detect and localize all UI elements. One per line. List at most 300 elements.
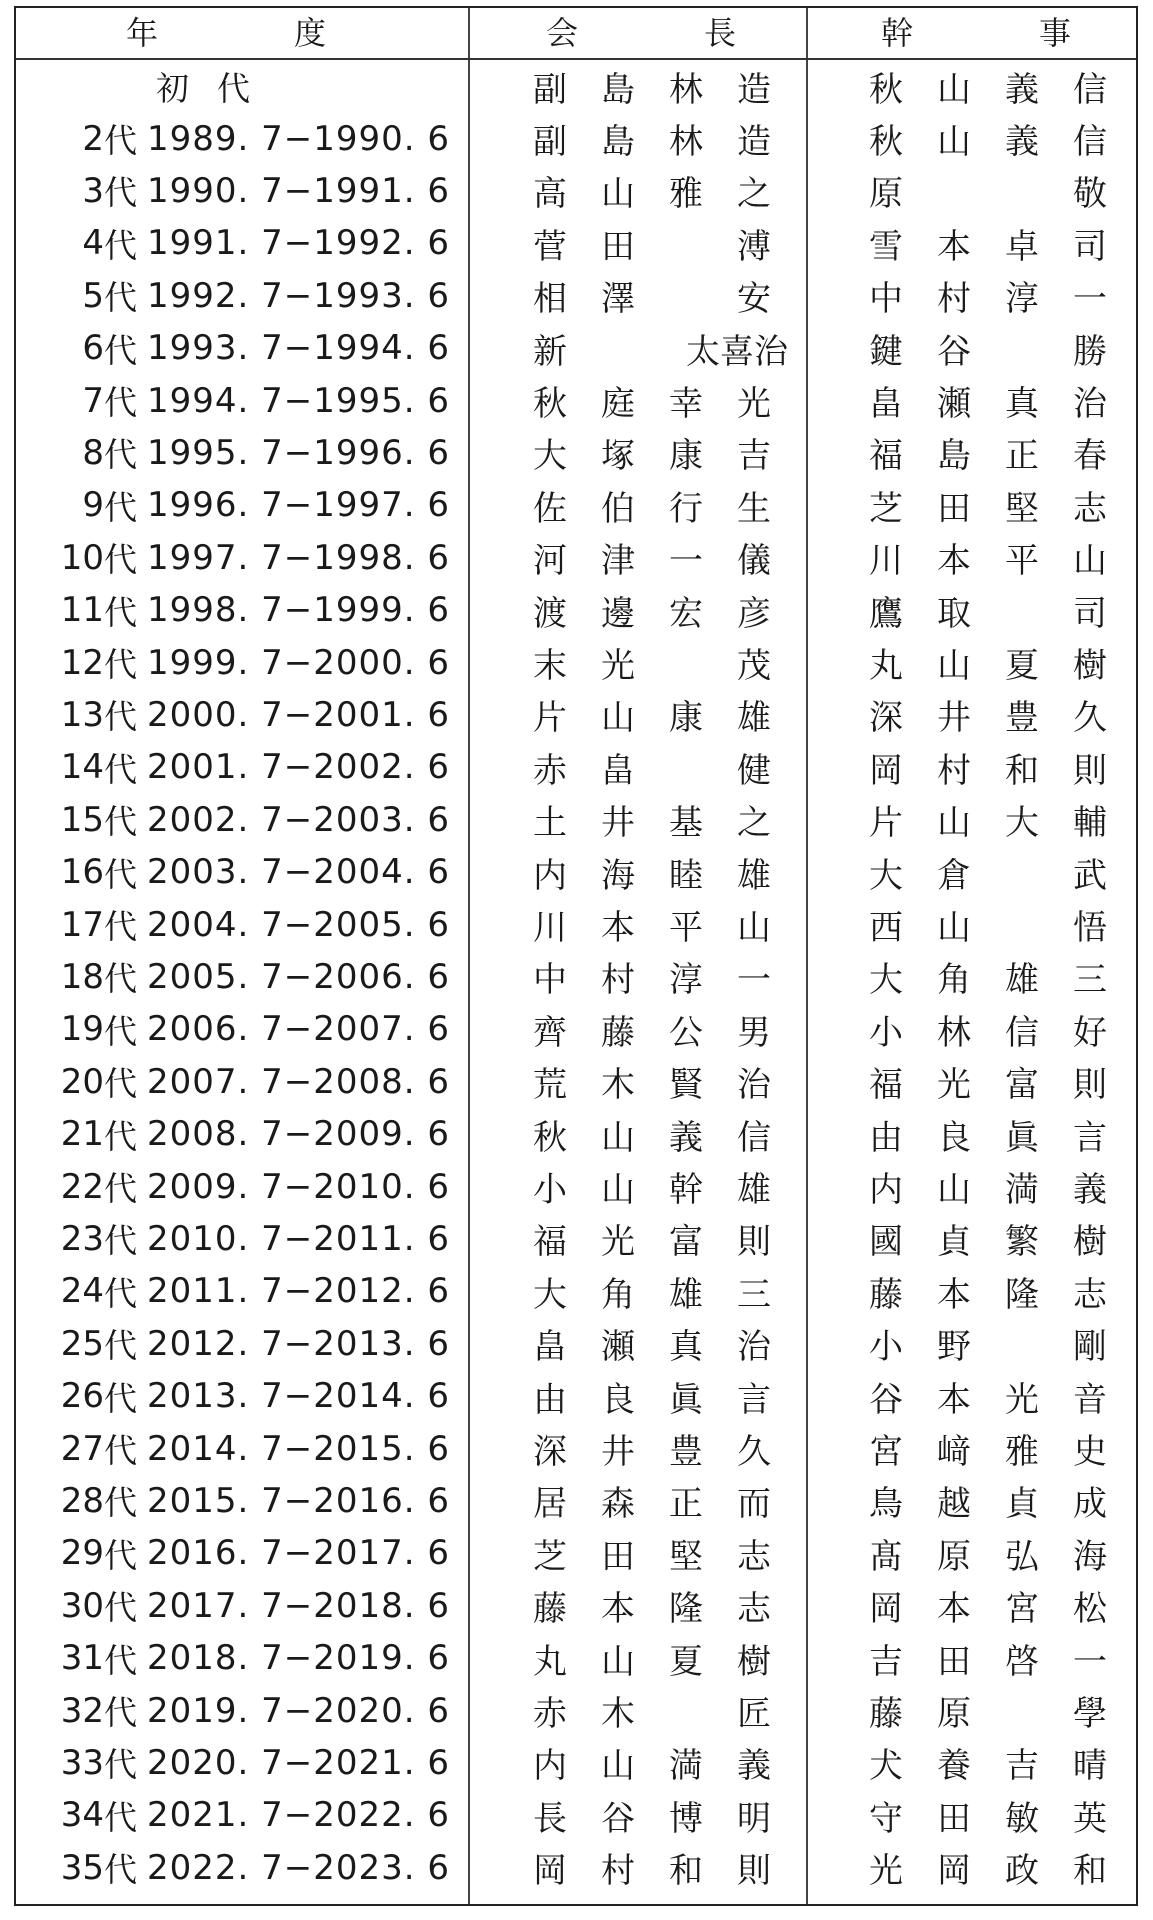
table-row <box>16 1003 1136 1055</box>
term-period: 2010. 7−2011. 6 <box>146 1218 450 1259</box>
name-glyph: 渡 <box>533 593 567 634</box>
name-glyph: 富 <box>1005 1065 1039 1106</box>
generation-number: 21 <box>60 1114 104 1155</box>
generation-suffix: 代 <box>103 1745 137 1785</box>
name-glyph: 義 <box>1073 1170 1107 1211</box>
name-glyph: 隆 <box>1005 1274 1039 1315</box>
term-cell <box>16 1789 468 1841</box>
name-glyph: 隆 <box>669 1589 703 1630</box>
table-row <box>16 1580 1136 1632</box>
table-row <box>16 1842 1136 1894</box>
name-glyph: 三 <box>1073 960 1107 1001</box>
name-glyph: 光 <box>601 1222 635 1263</box>
name-glyph: 山 <box>937 908 971 949</box>
name-glyph <box>988 1691 1056 1731</box>
name-glyph: 岡 <box>937 1851 971 1892</box>
name-glyph: 﨑 <box>937 1432 971 1473</box>
secretary-name <box>852 1422 1124 1474</box>
term-period: 2015. 7−2016. 6 <box>146 1480 450 1521</box>
name-glyph: 福 <box>869 436 903 477</box>
president-name <box>516 1632 788 1684</box>
name-glyph: 本 <box>601 908 635 949</box>
name-glyph: 伯 <box>601 488 635 529</box>
secretary-name <box>852 741 1124 793</box>
term-period: 2000. 7−2001. 6 <box>146 694 450 735</box>
name-glyph: 岡 <box>869 1589 903 1630</box>
name-glyph <box>652 1691 720 1731</box>
name-glyph: 義 <box>737 1746 771 1787</box>
name-glyph: 深 <box>869 698 903 739</box>
name-glyph: 本 <box>601 1589 635 1630</box>
president-name <box>516 1160 788 1212</box>
name-glyph: 光 <box>937 1065 971 1106</box>
term-cell <box>16 165 468 217</box>
generation-number: 27 <box>60 1428 104 1469</box>
name-glyph: 高 <box>533 174 567 215</box>
name-glyph: 平 <box>669 908 703 949</box>
name-glyph: 博 <box>669 1798 703 1839</box>
name-glyph: 樹 <box>1073 1222 1107 1263</box>
name-glyph: 平 <box>1005 541 1039 582</box>
secretary-name <box>852 1056 1124 1108</box>
term-cell <box>16 584 468 636</box>
name-glyph: 内 <box>533 1746 567 1787</box>
term-cell <box>16 1475 468 1527</box>
secretary-name <box>852 1160 1124 1212</box>
term-cell <box>16 636 468 688</box>
name-glyph: 貞 <box>1005 1484 1039 1525</box>
table-row <box>16 584 1136 636</box>
generation-suffix: 代 <box>103 1431 137 1471</box>
name-glyph: 治 <box>737 1065 771 1106</box>
term-period: 2002. 7−2003. 6 <box>146 799 450 840</box>
name-glyph: 田 <box>937 1798 971 1839</box>
name-glyph: 森 <box>601 1484 635 1525</box>
name-glyph: 村 <box>937 750 971 791</box>
generation-suffix: 代 <box>103 1378 137 1418</box>
name-glyph: 溥 <box>737 226 771 267</box>
name-glyph: 男 <box>737 1012 771 1053</box>
name-glyph: 繁 <box>1005 1222 1039 1263</box>
table-row <box>16 479 1136 531</box>
name-glyph: 啓 <box>1005 1641 1039 1682</box>
term-period: 1997. 7−1998. 6 <box>146 537 450 578</box>
generation-suffix: 代 <box>103 592 137 632</box>
name-glyph <box>920 171 988 211</box>
name-glyph: 秋 <box>533 384 567 425</box>
generation-number: 16 <box>60 852 104 893</box>
name-glyph: 之 <box>737 803 771 844</box>
generation-number: 9 <box>82 485 104 526</box>
name-glyph: 敏 <box>1005 1798 1039 1839</box>
term-cell <box>16 1580 468 1632</box>
name-glyph: 康 <box>669 698 703 739</box>
name-glyph: 真 <box>1005 384 1039 425</box>
name-glyph: 井 <box>601 803 635 844</box>
name-glyph: 言 <box>737 1379 771 1420</box>
term-period: 1989. 7−1990. 6 <box>146 118 450 159</box>
name-glyph: 治 <box>737 1327 771 1368</box>
term-cell <box>16 1318 468 1370</box>
name-glyph: 則 <box>1073 1065 1107 1106</box>
name-glyph: 津 <box>601 541 635 582</box>
term-period: 2022. 7−2023. 6 <box>146 1847 450 1888</box>
generation-number: 34 <box>60 1795 104 1836</box>
name-glyph: 秋 <box>869 69 903 110</box>
term-cell <box>16 1684 468 1736</box>
name-glyph: 小 <box>869 1012 903 1053</box>
name-glyph: 幸 <box>669 384 703 425</box>
generation-suffix: 代 <box>103 1850 137 1890</box>
name-glyph: 髙 <box>869 1536 903 1577</box>
generation-number: 5 <box>82 275 104 316</box>
term-cell <box>16 217 468 269</box>
name-glyph: 谷 <box>937 331 971 372</box>
president-name <box>516 951 788 1003</box>
name-glyph: 樹 <box>737 1641 771 1682</box>
name-glyph: 岡 <box>869 750 903 791</box>
name-glyph: 治 <box>754 331 788 372</box>
name-glyph: 賢 <box>669 1065 703 1106</box>
name-glyph: 原 <box>937 1536 971 1577</box>
table-row <box>16 1422 1136 1474</box>
name-glyph: 義 <box>669 1117 703 1158</box>
name-glyph: 造 <box>737 69 771 110</box>
name-glyph: 澤 <box>601 279 635 320</box>
generation-number: 24 <box>60 1271 104 1312</box>
term-cell <box>16 1003 468 1055</box>
term-period: 2007. 7−2008. 6 <box>146 1061 450 1102</box>
generation-suffix: 代 <box>103 1640 137 1680</box>
generation-suffix: 代 <box>103 1535 137 1575</box>
name-glyph: 本 <box>937 541 971 582</box>
name-glyph: 志 <box>737 1536 771 1577</box>
name-glyph: 芝 <box>869 488 903 529</box>
header-year <box>126 8 326 58</box>
name-glyph: 大 <box>533 436 567 477</box>
generation-number: 17 <box>60 904 104 945</box>
name-glyph: 田 <box>601 226 635 267</box>
name-glyph <box>988 852 1056 892</box>
name-glyph: 一 <box>669 541 703 582</box>
table-row <box>16 270 1136 322</box>
term-period: 1992. 7−1993. 6 <box>146 275 450 316</box>
secretary-name <box>852 532 1124 584</box>
table-header <box>16 8 1136 60</box>
name-glyph: 志 <box>1073 1274 1107 1315</box>
generation-number: 25 <box>60 1323 104 1364</box>
generation-suffix: 代 <box>103 854 137 894</box>
name-glyph: 光 <box>601 646 635 687</box>
name-glyph: 原 <box>937 1694 971 1735</box>
president-name <box>516 1580 788 1632</box>
name-glyph: 淳 <box>1005 279 1039 320</box>
generation-suffix: 代 <box>103 907 137 947</box>
name-glyph <box>652 276 720 316</box>
term-cell <box>16 427 468 479</box>
name-glyph <box>988 171 1056 211</box>
header-secretary-char-1: 幹 <box>881 14 914 52</box>
name-glyph: 藤 <box>869 1694 903 1735</box>
header-president-char-2: 長 <box>703 14 736 52</box>
name-glyph: 雅 <box>1005 1432 1039 1473</box>
name-glyph: 三 <box>737 1274 771 1315</box>
name-glyph: 山 <box>601 1117 635 1158</box>
name-glyph: 英 <box>1073 1798 1107 1839</box>
name-glyph: 島 <box>601 69 635 110</box>
name-glyph: 藤 <box>533 1589 567 1630</box>
term-period: 2013. 7−2014. 6 <box>146 1376 450 1417</box>
name-glyph <box>988 590 1056 630</box>
name-glyph: 井 <box>601 1432 635 1473</box>
table-row <box>16 1108 1136 1160</box>
table-row <box>16 60 1136 112</box>
name-glyph: 宏 <box>669 593 703 634</box>
term-cell <box>16 374 468 426</box>
name-glyph: 齊 <box>533 1012 567 1053</box>
name-glyph: 而 <box>737 1484 771 1525</box>
name-glyph: 基 <box>669 803 703 844</box>
table-row <box>16 741 1136 793</box>
name-glyph: 山 <box>937 69 971 110</box>
generation-number: 20 <box>60 1061 104 1102</box>
name-glyph: 太 <box>686 331 720 372</box>
name-glyph: 雅 <box>669 174 703 215</box>
name-glyph: 良 <box>601 1379 635 1420</box>
table-row <box>16 112 1136 164</box>
name-glyph: 信 <box>1073 69 1107 110</box>
generation-suffix: 代 <box>103 1588 137 1628</box>
generation-suffix: 代 <box>103 1169 137 1209</box>
name-glyph: 富 <box>669 1222 703 1263</box>
table-row <box>16 165 1136 217</box>
name-glyph: 豊 <box>669 1432 703 1473</box>
secretary-name <box>852 898 1124 950</box>
secretary-name <box>852 1737 1124 1789</box>
term-period: 1998. 7−1999. 6 <box>146 590 450 631</box>
president-name <box>516 1108 788 1160</box>
name-glyph: 大 <box>869 855 903 896</box>
name-glyph: 山 <box>601 1170 635 1211</box>
name-glyph: 畠 <box>533 1327 567 1368</box>
name-glyph: 福 <box>533 1222 567 1263</box>
secretary-name <box>852 322 1124 374</box>
name-glyph: 安 <box>737 279 771 320</box>
generation-suffix: 代 <box>103 225 137 265</box>
president-name <box>516 374 788 426</box>
generation-suffix: 代 <box>103 1116 137 1156</box>
name-glyph: 治 <box>1073 384 1107 425</box>
name-glyph: 畠 <box>601 750 635 791</box>
secretary-name <box>852 427 1124 479</box>
name-glyph: 一 <box>1073 279 1107 320</box>
header-year-char-1: 年 <box>126 14 159 52</box>
name-glyph: 夏 <box>669 1641 703 1682</box>
name-glyph: 芝 <box>533 1536 567 1577</box>
name-glyph: 眞 <box>669 1379 703 1420</box>
name-glyph: 大 <box>869 960 903 1001</box>
name-glyph: 宮 <box>1005 1589 1039 1630</box>
name-glyph <box>988 328 1056 368</box>
name-glyph: 末 <box>533 646 567 687</box>
name-glyph: 田 <box>601 1536 635 1577</box>
president-name <box>516 741 788 793</box>
president-name <box>516 1527 788 1579</box>
term-cell <box>16 689 468 741</box>
generation-number: 19 <box>60 1009 104 1050</box>
name-glyph: 輔 <box>1073 803 1107 844</box>
generation-suffix: 代 <box>103 802 137 842</box>
term-period: 2005. 7−2006. 6 <box>146 956 450 997</box>
name-glyph: 造 <box>737 122 771 163</box>
term-cell <box>16 1108 468 1160</box>
name-glyph: 河 <box>533 541 567 582</box>
header-secretary-char-2: 事 <box>1038 14 1071 52</box>
name-glyph: 中 <box>869 279 903 320</box>
generation-number: 32 <box>60 1690 104 1731</box>
name-glyph: 康 <box>669 436 703 477</box>
name-glyph: 夏 <box>1005 646 1039 687</box>
name-glyph: 生 <box>737 488 771 529</box>
name-glyph: 雄 <box>737 1170 771 1211</box>
name-glyph: 長 <box>533 1798 567 1839</box>
table-row <box>16 951 1136 1003</box>
term-cell <box>16 1527 468 1579</box>
secretary-name <box>852 1265 1124 1317</box>
name-glyph: 健 <box>737 750 771 791</box>
name-glyph: 内 <box>869 1170 903 1211</box>
name-glyph: 音 <box>1073 1379 1107 1420</box>
term-period: 1993. 7−1994. 6 <box>146 328 450 369</box>
name-glyph: 一 <box>737 960 771 1001</box>
name-glyph: 本 <box>937 1274 971 1315</box>
generation-number: 10 <box>60 537 104 578</box>
name-glyph: 卓 <box>1005 226 1039 267</box>
table-row <box>16 846 1136 898</box>
table-row <box>16 532 1136 584</box>
name-glyph: 豊 <box>1005 698 1039 739</box>
name-glyph: 川 <box>533 908 567 949</box>
name-glyph: 由 <box>533 1379 567 1420</box>
term-cell <box>16 112 468 164</box>
secretary-name <box>852 1475 1124 1527</box>
table-row <box>16 1789 1136 1841</box>
name-glyph: 藤 <box>601 1012 635 1053</box>
secretary-name <box>852 636 1124 688</box>
name-glyph: 秋 <box>869 122 903 163</box>
name-glyph: 中 <box>533 960 567 1001</box>
name-glyph: 本 <box>937 1589 971 1630</box>
secretary-name <box>852 1213 1124 1265</box>
generation-number: 11 <box>60 590 104 631</box>
term-period: 2016. 7−2017. 6 <box>146 1533 450 1574</box>
name-glyph: 鍵 <box>869 331 903 372</box>
name-glyph: 谷 <box>601 1798 635 1839</box>
name-glyph: 良 <box>937 1117 971 1158</box>
name-glyph: 光 <box>869 1851 903 1892</box>
name-glyph: 木 <box>601 1065 635 1106</box>
name-glyph: 守 <box>869 1798 903 1839</box>
name-glyph: 成 <box>1073 1484 1107 1525</box>
name-glyph: 義 <box>1005 69 1039 110</box>
president-name <box>516 217 788 269</box>
name-glyph: 畠 <box>869 384 903 425</box>
president-name <box>516 1213 788 1265</box>
president-name <box>516 1056 788 1108</box>
generation-suffix: 代 <box>103 1326 137 1366</box>
name-glyph: 剛 <box>1073 1327 1107 1368</box>
name-glyph: 取 <box>937 593 971 634</box>
name-glyph: 堅 <box>1005 488 1039 529</box>
president-name <box>516 689 788 741</box>
president-name <box>516 270 788 322</box>
president-name <box>516 794 788 846</box>
generation-number: 6 <box>82 328 104 369</box>
name-glyph: 村 <box>601 960 635 1001</box>
generation-number: 31 <box>60 1638 104 1679</box>
term-cell <box>16 794 468 846</box>
name-glyph: 犬 <box>869 1746 903 1787</box>
term-period: 2011. 7−2012. 6 <box>146 1271 450 1312</box>
generation-number: 30 <box>60 1585 104 1626</box>
name-glyph: 島 <box>937 436 971 477</box>
president-name <box>516 1789 788 1841</box>
term-period: 2021. 7−2022. 6 <box>146 1795 450 1836</box>
name-glyph: 土 <box>533 803 567 844</box>
name-glyph: 和 <box>1073 1851 1107 1892</box>
table-row <box>16 1318 1136 1370</box>
name-glyph <box>652 747 720 787</box>
name-glyph: 瀬 <box>601 1327 635 1368</box>
table-row <box>16 374 1136 426</box>
secretary-name <box>852 374 1124 426</box>
name-glyph: 吉 <box>869 1641 903 1682</box>
name-glyph: 副 <box>533 69 567 110</box>
secretary-name <box>852 1003 1124 1055</box>
secretary-name <box>852 1789 1124 1841</box>
officers-table <box>14 6 1138 1906</box>
secretary-name <box>852 112 1124 164</box>
term-cell <box>16 322 468 374</box>
generation-number: 2 <box>82 118 104 159</box>
name-glyph: 國 <box>869 1222 903 1263</box>
name-glyph: 相 <box>533 279 567 320</box>
name-glyph: 則 <box>737 1222 771 1263</box>
name-glyph: 田 <box>937 488 971 529</box>
name-glyph: 山 <box>1073 541 1107 582</box>
term-period: 2008. 7−2009. 6 <box>146 1114 450 1155</box>
term-period: 2009. 7−2010. 6 <box>146 1166 450 1207</box>
term-cell <box>16 1213 468 1265</box>
name-glyph: 山 <box>601 1746 635 1787</box>
name-glyph: 正 <box>1005 436 1039 477</box>
header-president <box>546 8 736 58</box>
name-glyph: 信 <box>737 1117 771 1158</box>
name-glyph: 赤 <box>533 1694 567 1735</box>
name-glyph: 佐 <box>533 488 567 529</box>
generation-suffix: 代 <box>103 487 137 527</box>
table-row <box>16 1265 1136 1317</box>
secretary-name <box>852 689 1124 741</box>
name-glyph: 宮 <box>869 1432 903 1473</box>
name-glyph: 内 <box>533 855 567 896</box>
name-glyph: 志 <box>1073 488 1107 529</box>
name-glyph: 司 <box>1073 226 1107 267</box>
name-glyph: 之 <box>737 174 771 215</box>
generation-suffix: 代 <box>103 1797 137 1837</box>
name-glyph: 弘 <box>1005 1536 1039 1577</box>
term-cell <box>16 951 468 1003</box>
